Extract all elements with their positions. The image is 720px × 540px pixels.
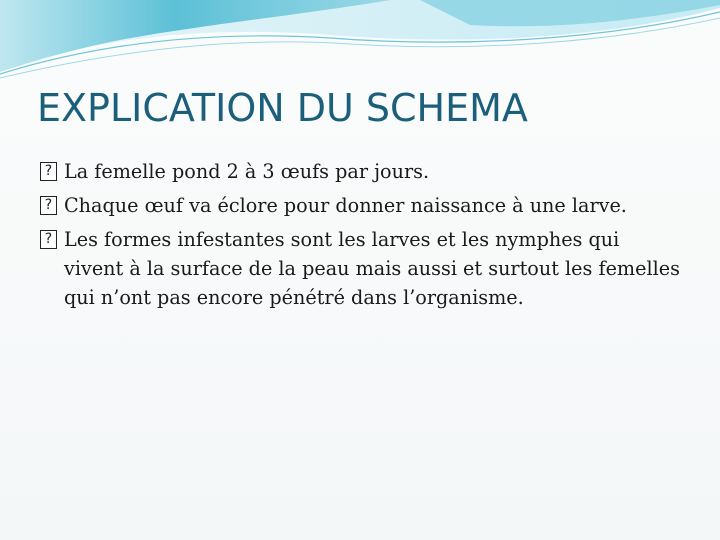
bullet-text: Les formes infestantes sont les larves et les nymphes qui vivent à la surface de la peau mais aussi et surtout les femelles qui n’ont pas encore pénétré dans l’organisme. (64, 228, 680, 309)
slide-title: EXPLICATION DU SCHEMA (37, 86, 528, 130)
bullet-marker-icon: ? (40, 196, 57, 215)
bullet-item (40, 157, 680, 186)
bullet-text: La femelle pond 2 à 3 œufs par jours. (64, 160, 430, 183)
bullet-item (40, 225, 680, 312)
bullet-text: Chaque œuf va éclore pour donner naissance à une larve. (64, 194, 627, 217)
bullet-item (40, 191, 680, 220)
bullet-marker-icon: ? (40, 230, 57, 249)
header-wave-decoration (0, 0, 720, 90)
bullet-marker-icon: ? (40, 162, 57, 181)
bullet-list (40, 157, 680, 317)
